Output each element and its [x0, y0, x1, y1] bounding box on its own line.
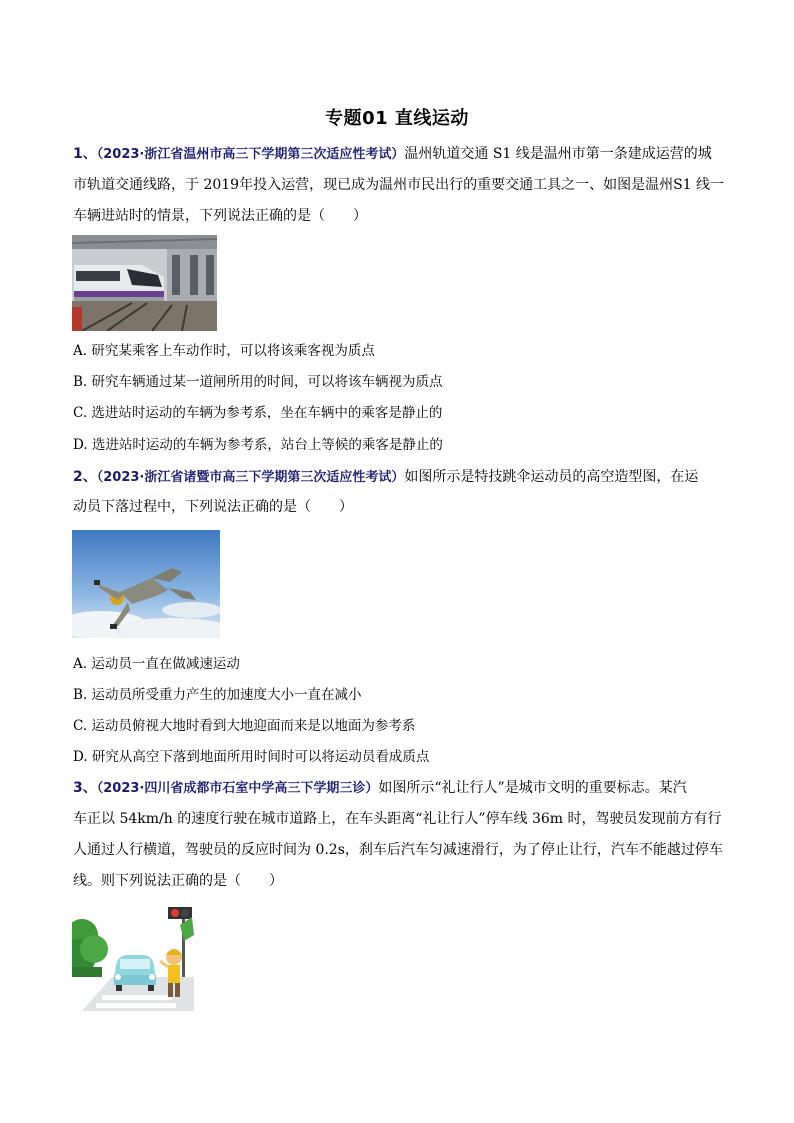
question-2-option-b: B. 运动员所受重力产生的加速度大小一直在减小 — [73, 687, 362, 703]
yield-pedestrian-illustration — [72, 905, 194, 1011]
question-3-line-1 — [73, 779, 723, 798]
question-1-option-b: B. 研究车辆通过某一道闸所用的时间，可以将该车辆视为质点 — [73, 374, 443, 390]
question-1-number: 1、 — [73, 146, 97, 162]
question-3-line-4: 线。则下列说法正确的是（ ） — [73, 873, 283, 889]
question-1-option-d: D. 选进站时运动的车辆为参考系，站台上等候的乘客是静止的 — [73, 437, 443, 453]
skydiver-photo — [72, 530, 220, 638]
train-photo — [72, 235, 217, 331]
question-2-source: （2023·浙江省诸暨市高三下学期第三次适应性考试） — [96, 470, 405, 485]
question-3-text-1: 如图所示“礼让行人”是城市文明的重要标志。某汽 — [378, 780, 687, 796]
question-2-text-1: 如图所示是特技跳伞运动员的高空造型图，在运 — [404, 469, 699, 485]
question-2-number: 2、 — [73, 469, 97, 485]
question-1-text-1: 温州轨道交通 S1 线是温州市第一条建成运营的城 — [404, 146, 712, 162]
question-2-line-1 — [73, 468, 723, 487]
question-1-option-a: A. 研究某乘客上车动作时，可以将该乘客视为质点 — [73, 343, 375, 359]
question-3-source: （2023·四川省成都市石室中学高三下学期三诊） — [96, 781, 379, 796]
question-1-source: （2023·浙江省温州市高三下学期第三次适应性考试） — [96, 147, 405, 162]
question-2-option-c: C. 运动员俯视大地时看到大地迎面而来是以地面为参考系 — [73, 718, 416, 734]
question-2-option-d: D. 研究从高空下落到地面所用时间时可以将运动员看成质点 — [73, 749, 430, 765]
question-2-line-2: 动员下落过程中，下列说法正确的是（ ） — [73, 499, 353, 515]
question-3-line-3: 人通过人行横道，驾驶员的反应时间为 0.2s，刹车后汽车匀减速滑行，为了停止让行，汽车不能越过停车 — [73, 842, 723, 858]
question-1-line-3: 车辆进站时的情景，下列说法正确的是（ ） — [73, 208, 367, 224]
question-3-number: 3、 — [73, 780, 97, 796]
page-title: 专题01 直线运动 — [325, 108, 469, 129]
question-1-option-c: C. 选进站时运动的车辆为参考系，坐在车辆中的乘客是静止的 — [73, 405, 443, 421]
question-1-line-1 — [73, 145, 723, 164]
question-2-option-a: A. 运动员一直在做减速运动 — [73, 656, 240, 672]
question-3-line-2: 车正以 54km/h 的速度行驶在城市道路上，在车头距离“礼让行人”停车线 36m 时，驾驶员发现前方有行 — [73, 811, 722, 827]
question-1-line-2: 市轨道交通线路，于 2019年投入运营，现已成为温州市民出行的重要交通工具之一、如图是温州S1 线一 — [73, 177, 725, 193]
